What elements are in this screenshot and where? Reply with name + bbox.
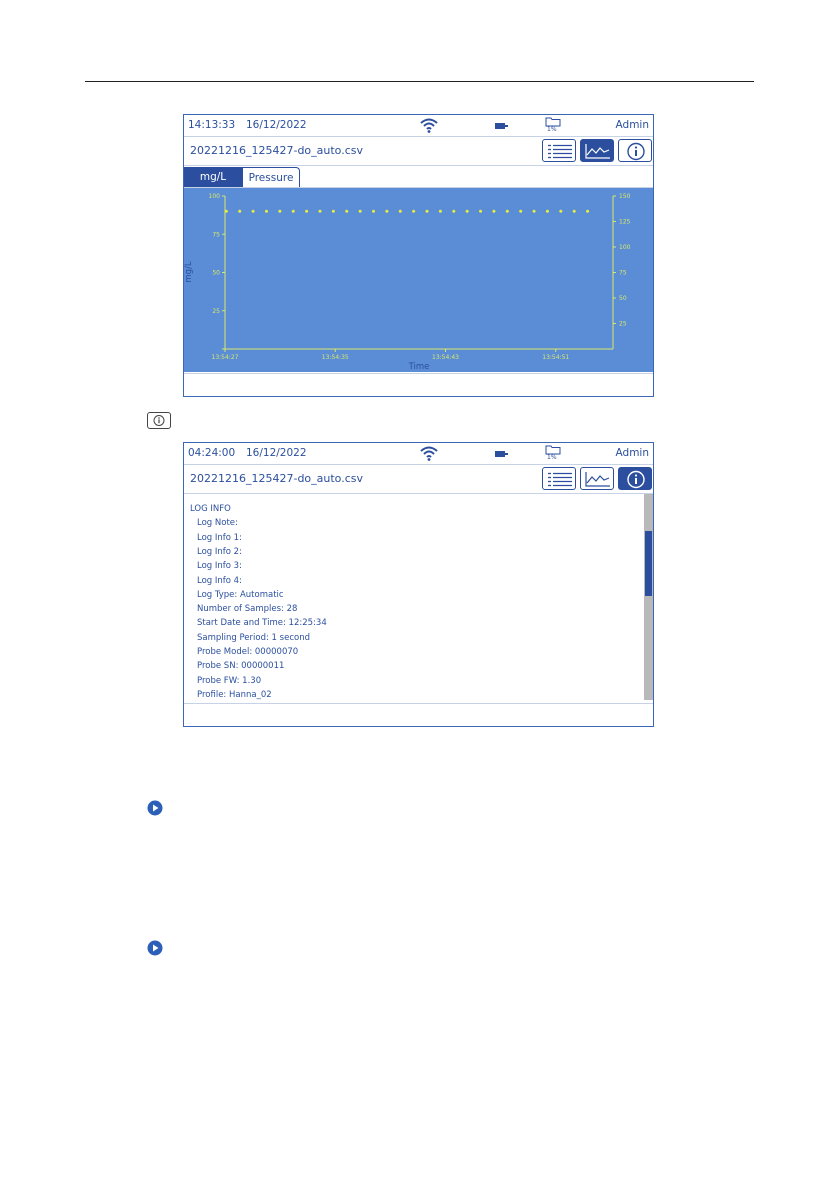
data-point — [305, 210, 308, 213]
meter-screen-info — [183, 442, 654, 727]
list-view-button[interactable] — [542, 467, 576, 490]
x-tick-label: 13:54:35 — [321, 354, 349, 361]
data-point — [492, 210, 495, 213]
list-view-icon — [543, 468, 577, 491]
wifi-icon — [419, 445, 439, 464]
user-name[interactable]: Admin — [615, 447, 649, 459]
data-point — [225, 210, 228, 213]
log-graph — [184, 188, 653, 372]
data-point — [586, 210, 589, 213]
x-axis-label: Time — [408, 362, 430, 372]
clock-time: 04:24:00 — [188, 447, 236, 459]
data-point — [238, 210, 241, 213]
storage-percent: 1% — [547, 126, 557, 133]
y-tick-label-right: 150 — [619, 193, 631, 200]
data-point — [385, 210, 388, 213]
file-bar — [184, 464, 653, 494]
status-bar — [184, 443, 653, 465]
log-info-line: Probe FW: 1.30 — [197, 675, 262, 686]
info-icon — [147, 412, 171, 429]
graph-view-icon — [581, 468, 615, 491]
data-point — [426, 210, 429, 213]
info-view-button[interactable] — [618, 139, 652, 162]
data-point — [506, 210, 509, 213]
x-tick-label: 13:54:51 — [542, 354, 570, 361]
data-point — [252, 210, 255, 213]
data-point — [452, 210, 455, 213]
log-info-line: Log Info 1: — [197, 532, 242, 543]
y-tick-label-right: 125 — [619, 218, 631, 226]
log-info-line: Start Date and Time: 12:25:34 — [197, 618, 327, 629]
x-tick-label: 13:54:43 — [432, 354, 459, 361]
log-info-line: Log Info 4: — [197, 575, 242, 586]
log-filename: 20221216_125427-do_auto.csv — [190, 144, 364, 157]
log-info-heading: LOG INFO — [190, 504, 231, 514]
log-info-line: Log Info 3: — [197, 561, 242, 572]
play-icon — [147, 940, 163, 956]
y-tick-label-right: 75 — [619, 269, 627, 277]
log-info-line: Probe SN: 00000011 — [197, 661, 285, 672]
battery-icon — [495, 121, 509, 133]
screen-footer — [184, 373, 653, 396]
data-point — [533, 210, 536, 213]
data-point — [546, 210, 549, 213]
log-filename: 20221216_125427-do_auto.csv — [190, 472, 364, 485]
data-point — [372, 210, 375, 213]
user-name[interactable]: Admin — [615, 119, 649, 131]
y-tick-label-right: 25 — [619, 320, 627, 328]
list-view-button[interactable] — [542, 139, 576, 162]
log-info-line: Number of Samples: 28 — [197, 604, 298, 615]
data-point — [399, 210, 402, 213]
scrollbar[interactable] — [644, 494, 653, 700]
info-icon — [619, 468, 653, 491]
log-info-line: Sampling Period: 1 second — [197, 632, 310, 643]
y-tick-label-left: 50 — [212, 269, 220, 277]
y-tick-label-right: 50 — [619, 295, 627, 302]
graph-view-button[interactable] — [580, 139, 614, 162]
battery-icon — [495, 449, 509, 461]
screen-footer — [184, 703, 653, 726]
data-point — [332, 210, 335, 213]
log-info-line: Profile: Hanna_02 — [197, 689, 272, 700]
info-view-button[interactable] — [618, 467, 652, 490]
y-tick-label-left: 25 — [212, 307, 220, 315]
data-point — [345, 210, 348, 213]
clock-time: 14:13:33 — [188, 119, 236, 131]
y-axis-label: mg/L — [184, 261, 194, 283]
storage-percent: 1% — [547, 454, 557, 461]
y-tick-label-right: 100 — [619, 244, 631, 251]
clock-date: 16/12/2022 — [246, 447, 307, 459]
y-tick-label-left: 75 — [212, 231, 220, 239]
info-icon — [619, 140, 653, 163]
status-bar — [184, 115, 653, 137]
log-info-line: Log Type: Automatic — [197, 589, 284, 600]
data-point — [573, 210, 576, 213]
log-info-line: Log Info 2: — [197, 546, 242, 557]
wifi-icon — [419, 117, 439, 136]
data-point — [292, 210, 295, 213]
data-point — [278, 210, 281, 213]
data-point — [559, 210, 562, 213]
tab-pressure[interactable]: Pressure — [242, 167, 300, 187]
scrollbar-thumb[interactable] — [645, 531, 652, 596]
data-point — [318, 210, 321, 213]
unit-tabs — [184, 165, 653, 188]
list-view-icon — [543, 140, 577, 163]
log-info-line: Log Note: — [197, 518, 238, 529]
log-info-line: Probe Model: 00000070 — [197, 647, 299, 657]
page-header-rule — [85, 81, 754, 82]
x-tick-label: 13:54:27 — [211, 354, 239, 361]
clock-date: 16/12/2022 — [246, 119, 307, 131]
tab-mg-l[interactable]: mg/L — [184, 167, 242, 187]
data-point — [265, 210, 268, 213]
graph-view-button[interactable] — [580, 467, 614, 490]
play-icon — [147, 800, 163, 816]
y-tick-label-left: 100 — [208, 193, 220, 200]
data-point — [519, 210, 522, 213]
log-info-panel — [184, 494, 644, 700]
data-point — [479, 210, 482, 213]
data-point — [439, 210, 442, 213]
data-point — [359, 210, 362, 213]
graph-view-icon — [581, 140, 615, 163]
data-point — [412, 210, 415, 213]
meter-screen-graph — [183, 114, 654, 397]
file-bar — [184, 136, 653, 166]
data-point — [466, 210, 469, 213]
